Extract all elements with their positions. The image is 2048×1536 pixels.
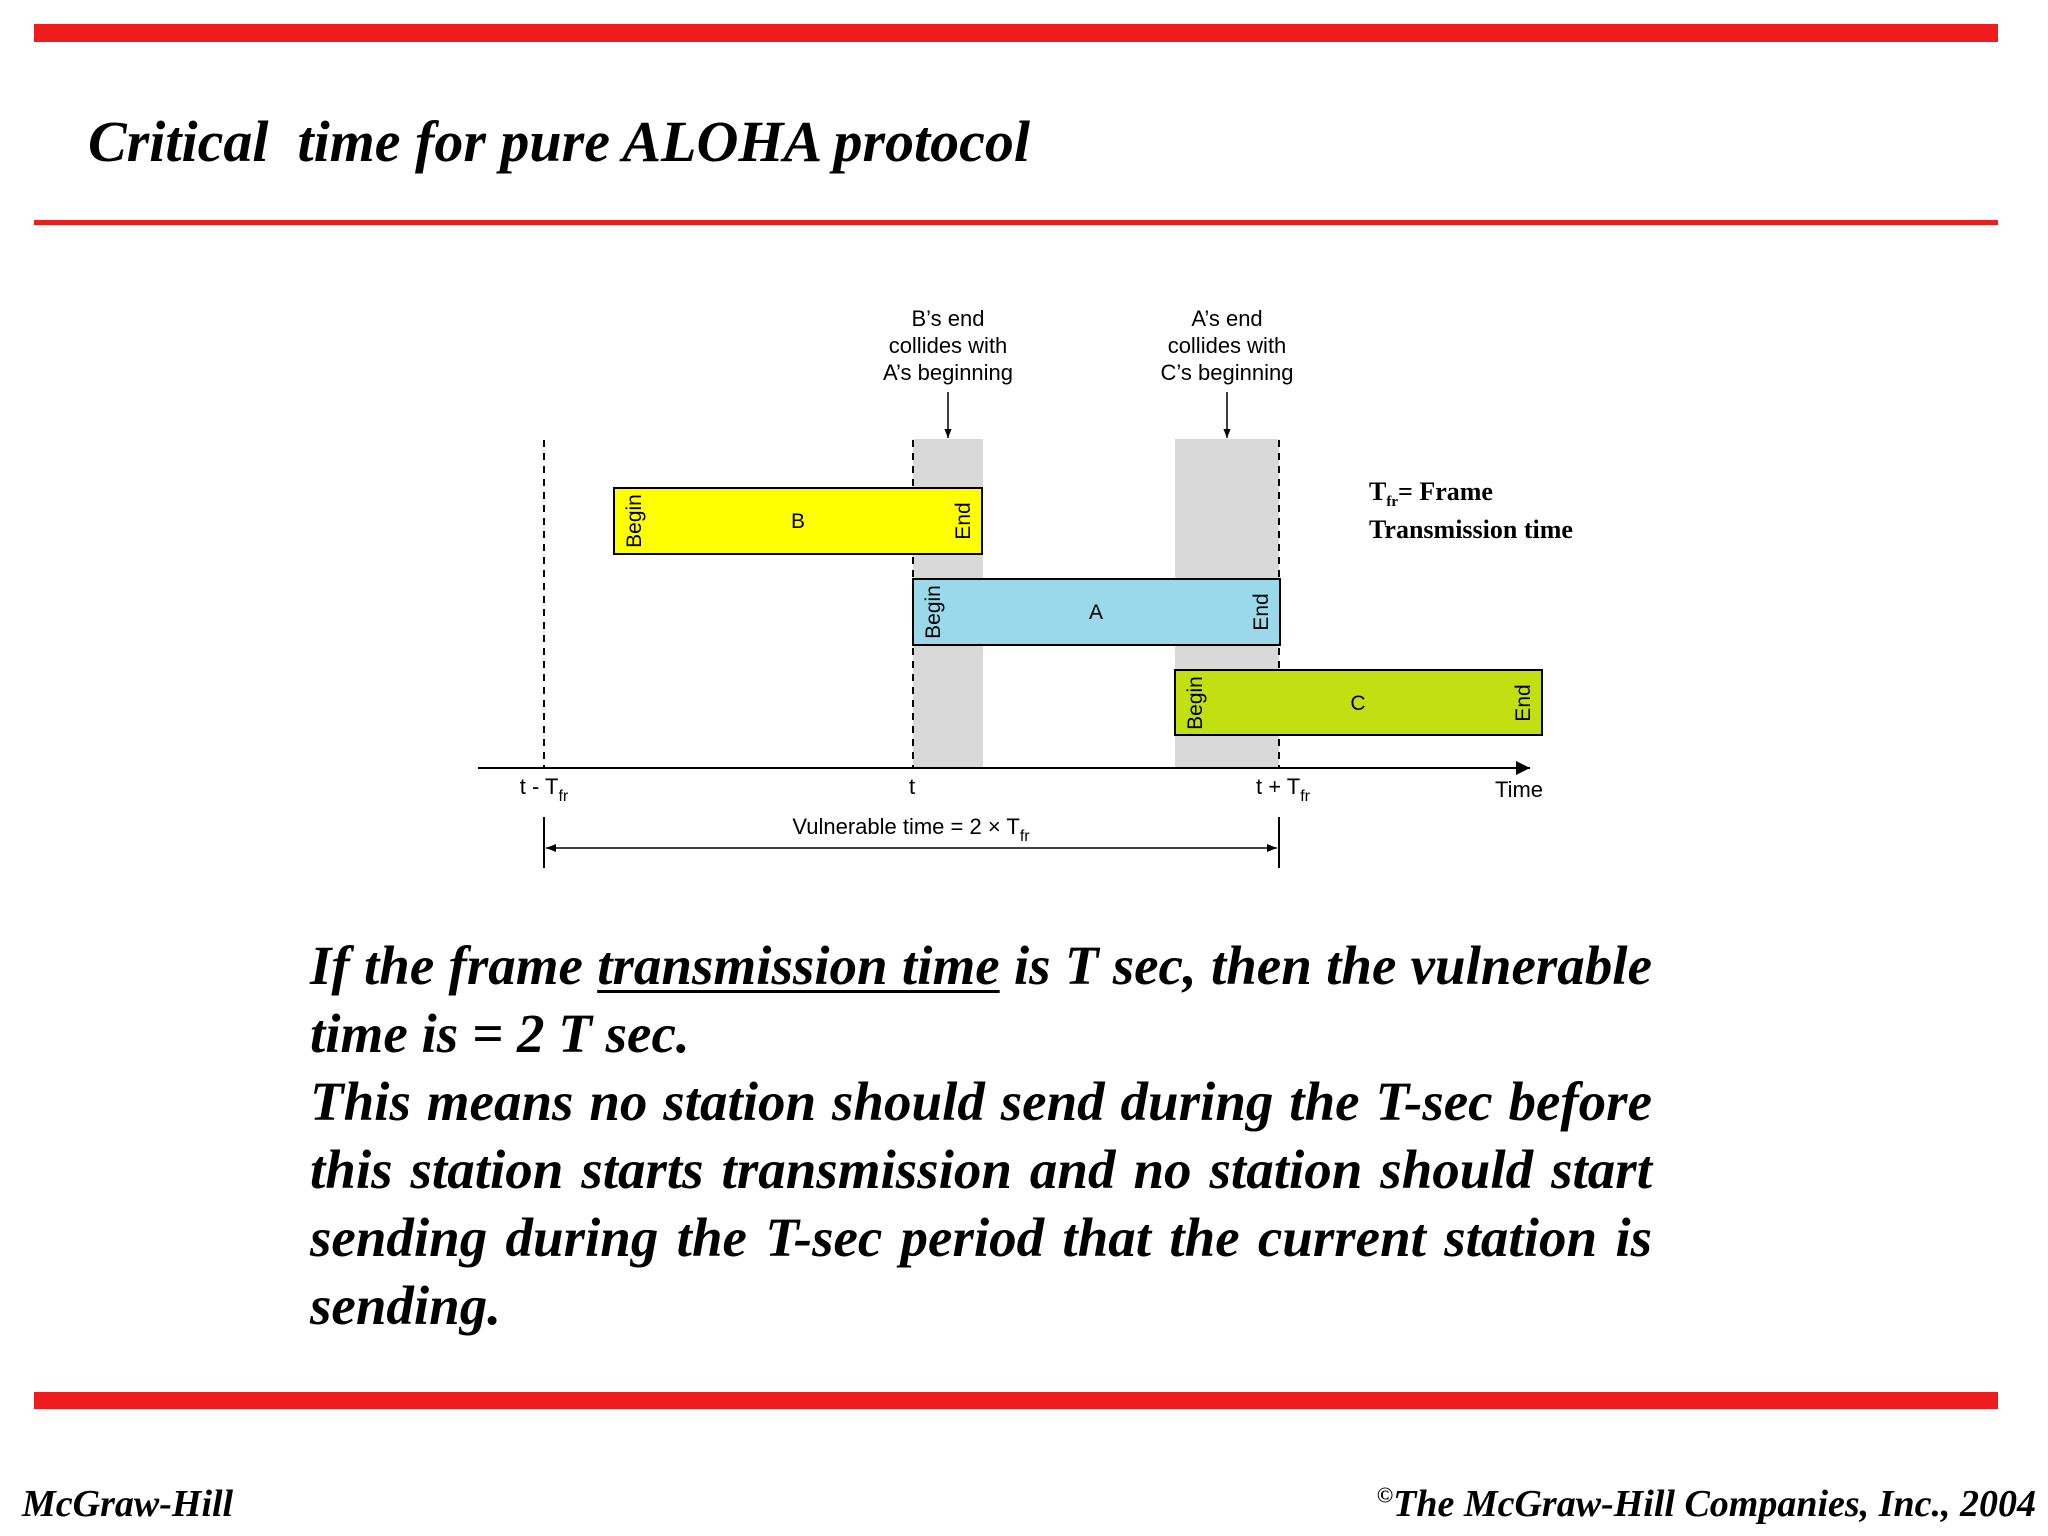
- annotation-b-end-line3: A’s beginning: [882, 360, 1014, 385]
- frame-b-label: B: [790, 510, 806, 533]
- tick-label-t-plus-tfr: $t + T_{fr}$: [1255, 774, 1311, 805]
- frame-b-end-label: End: [952, 502, 975, 540]
- frame-c: [1175, 670, 1542, 735]
- legend-subscript: fr: [1386, 494, 1398, 510]
- frame-a-label: A: [1088, 601, 1104, 624]
- frame-a-begin-label: Begin: [922, 585, 945, 639]
- legend-symbol: T: [1369, 477, 1387, 506]
- axis-label-time: Time: [1494, 777, 1544, 802]
- copyright-text: The McGraw-Hill Companies, Inc., 2004: [1393, 1483, 2036, 1525]
- annotation-b-end: [883, 306, 1013, 385]
- legend: [1369, 477, 1573, 544]
- slide-title: Critical time for pure ALOHA protocol: [88, 109, 1030, 174]
- legend-definition: = Frame: [1398, 477, 1493, 506]
- annotation-a-end-line2: collides with: [1167, 333, 1287, 358]
- legend-line1: [1369, 477, 1493, 510]
- frame-b: [614, 488, 982, 554]
- tick-label-t: t: [908, 774, 916, 799]
- p1-end: is T sec, then the vulnerable time is = 2 T sec.: [310, 935, 1652, 1064]
- footer-copyright: [1377, 1482, 2036, 1526]
- legend-line2: Transmission time: [1369, 515, 1573, 544]
- annotation-a-end-line3: C’s beginning: [1160, 360, 1294, 385]
- footer-publisher: McGraw-Hill: [22, 1483, 234, 1525]
- explanation-text: [310, 932, 1652, 1340]
- frame-c-label: C: [1350, 692, 1366, 715]
- annotation-a-end: [1161, 306, 1294, 385]
- vulnerable-time-label: Vulnerable time = $2 \times T_{fr}$: [792, 814, 1030, 845]
- frame-b-begin-label: Begin: [623, 494, 646, 548]
- frame-a-end-label: End: [1250, 593, 1273, 631]
- annotation-b-end-line2: collides with: [888, 333, 1008, 358]
- frame-c-begin-label: Begin: [1184, 676, 1207, 730]
- tick-label-t-minus-tfr: t - $T_{fr}$: [519, 774, 569, 805]
- p1-start: If the frame: [310, 935, 598, 996]
- annotation-a-end-line1: A’s end: [1191, 306, 1263, 331]
- frame-a: [913, 579, 1280, 645]
- bottom-red-rule: [34, 1392, 1998, 1409]
- frame-c-end-label: End: [1512, 684, 1535, 722]
- copyright-symbol: ©: [1376, 1482, 1394, 1508]
- explanation-paragraph-1: [310, 932, 1652, 1068]
- explanation-paragraph-2: This means no station should send during the T-sec before this station starts transmission and no station should start sending during the T-sec period that the current station is sending.: [310, 1071, 1652, 1336]
- annotation-b-end-line1: B’s end: [911, 306, 985, 331]
- p1-underlined-term: transmission time: [597, 935, 1000, 996]
